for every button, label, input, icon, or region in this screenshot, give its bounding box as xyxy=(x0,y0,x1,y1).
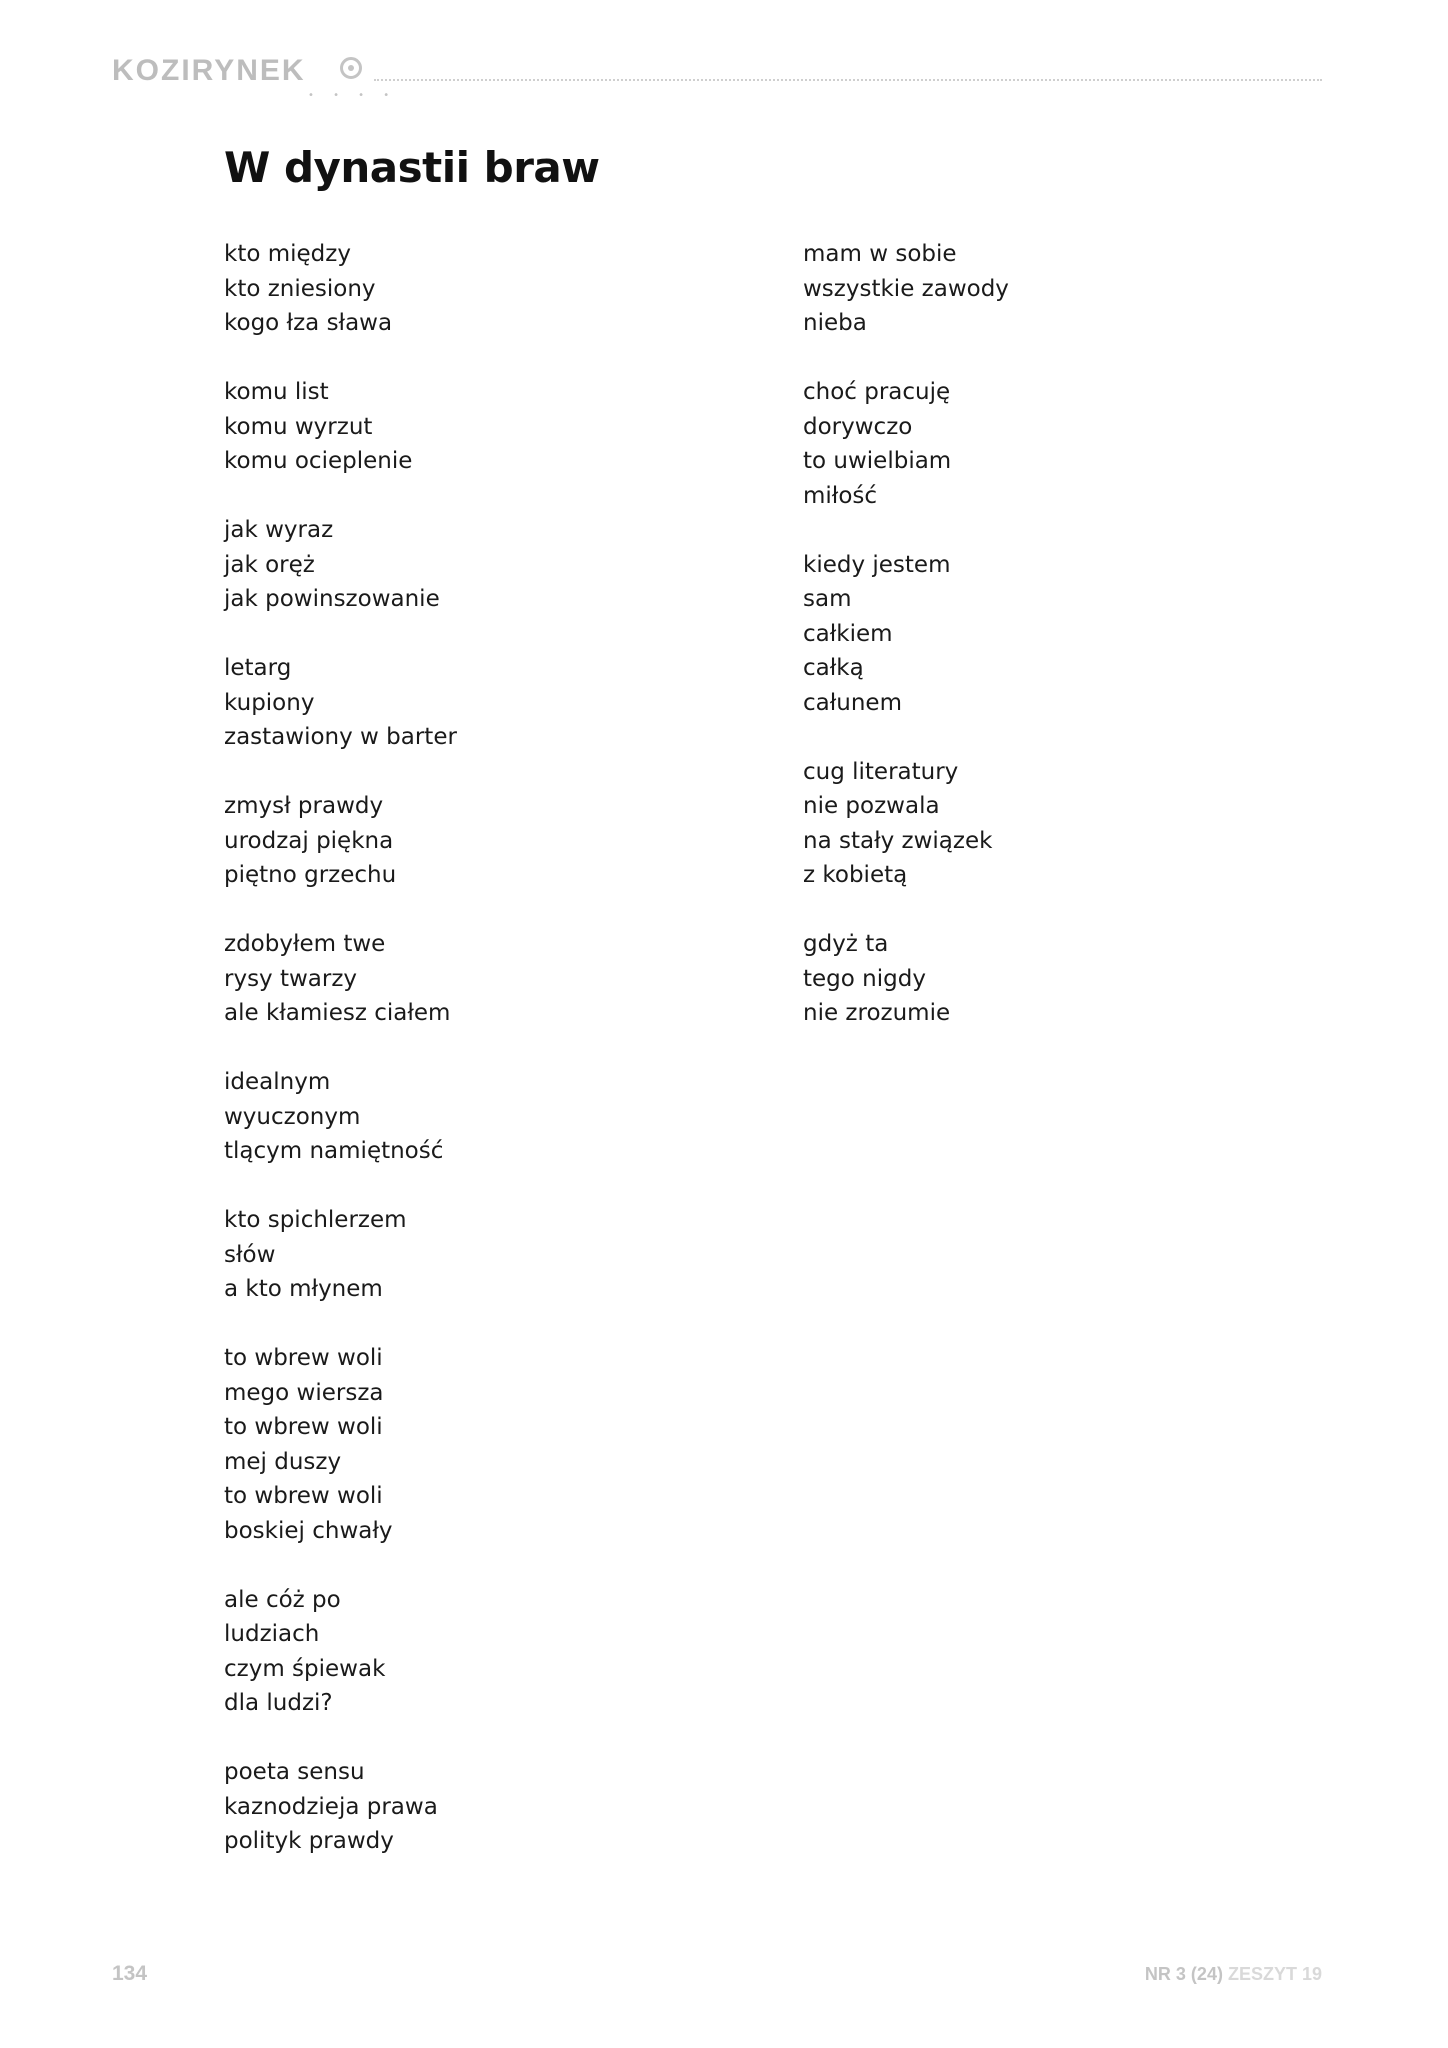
poem-line: jak wyraz xyxy=(224,517,334,543)
poem-line: to uwielbiam xyxy=(803,448,952,474)
page-header xyxy=(112,52,1322,102)
poem-line: poeta sensu xyxy=(224,1759,365,1785)
poem-line: wszystkie zawody xyxy=(803,275,1009,302)
poem-line: komu wyrzut xyxy=(224,413,373,440)
stanza xyxy=(803,237,1303,341)
stanza xyxy=(224,1341,764,1548)
issue-info xyxy=(1145,1964,1322,1985)
stanza xyxy=(803,548,1303,721)
poem-right-column xyxy=(803,237,1303,1065)
volume-number: ZESZYT 19 xyxy=(1227,1964,1322,1984)
poem-line: piętno grzechu xyxy=(224,862,397,888)
poem-line: sam xyxy=(803,586,852,612)
poem-line: nieba xyxy=(803,310,867,336)
stanza xyxy=(224,789,764,893)
poem-line: to wbrew woli xyxy=(224,1483,383,1509)
stanza xyxy=(224,1203,764,1307)
poem-line: dorywczo xyxy=(803,413,913,440)
poem-line: na stały związek xyxy=(803,827,993,854)
poem-line: całunem xyxy=(803,689,902,716)
poem-line: kogo łza sława xyxy=(224,310,393,336)
poem-line: boskiej chwały xyxy=(224,1517,393,1544)
poem-line: słów xyxy=(224,1241,276,1268)
poem-line: komu list xyxy=(224,379,329,405)
logo-subtext: • • • • xyxy=(308,90,398,101)
poem-line: całką xyxy=(803,655,864,681)
stanza xyxy=(224,237,764,341)
poem-title: W dynastii braw xyxy=(224,143,600,192)
poem-line: mam w sobie xyxy=(803,241,957,267)
poem-left-column xyxy=(224,237,764,1893)
stanza xyxy=(224,1583,764,1721)
poem-line: ale kłamiesz ciałem xyxy=(224,1000,451,1026)
poem-line: mego wiersza xyxy=(224,1379,384,1406)
poem-line: kto spichlerzem xyxy=(224,1207,407,1233)
stanza xyxy=(224,375,764,479)
poem-line: czym śpiewak xyxy=(224,1655,386,1682)
poem-line: mej duszy xyxy=(224,1448,342,1475)
stanza xyxy=(224,1755,764,1859)
poem-line: rysy twarzy xyxy=(224,965,358,992)
stanza xyxy=(803,927,1303,1031)
poem-line: jak oręż xyxy=(224,551,315,578)
issue-number: NR 3 (24) xyxy=(1144,1964,1223,1984)
stanza xyxy=(803,375,1303,513)
poem-line: cug literatury xyxy=(803,758,959,785)
poem-line: komu ocieplenie xyxy=(224,448,413,474)
poem-line: urodzaj piękna xyxy=(224,827,394,854)
poem-line: jak powinszowanie xyxy=(224,586,440,612)
poem-line: miłość xyxy=(803,482,878,509)
poem-line: całkiem xyxy=(803,620,893,647)
stanza xyxy=(803,755,1303,893)
poem-line: kaznodzieja prawa xyxy=(224,1793,438,1820)
poem-line: choć pracuję xyxy=(803,379,951,405)
magazine-logo: KOZIRYNEK xyxy=(112,54,306,87)
poem-line: a kto młynem xyxy=(224,1276,383,1302)
poem-line: wyuczonym xyxy=(224,1103,361,1130)
poem-line: kiedy jestem xyxy=(803,551,951,578)
page-number: 134 xyxy=(112,1962,148,1985)
poem-line: kupiony xyxy=(224,689,315,716)
stanza xyxy=(224,1065,764,1169)
poem-line: zmysł prawdy xyxy=(224,793,384,819)
poem-line: ale cóż po xyxy=(224,1586,341,1613)
stanza xyxy=(224,651,764,755)
poem-line: letarg xyxy=(224,655,292,681)
poem-line: nie pozwala xyxy=(803,793,940,819)
poem-line: idealnym xyxy=(224,1069,331,1095)
poem-line: kto zniesiony xyxy=(224,275,376,302)
poem-line: ludziach xyxy=(224,1621,320,1647)
stanza xyxy=(224,513,764,617)
poem-line: to wbrew woli xyxy=(224,1345,383,1371)
poem-line: zastawiony w barter xyxy=(224,724,457,750)
poem-line: dla ludzi? xyxy=(224,1690,333,1716)
poem-line: z kobietą xyxy=(803,862,908,888)
poem-line: tlącym namiętność xyxy=(224,1138,444,1164)
poem-line: tego nigdy xyxy=(803,965,926,992)
poem-line: polityk prawdy xyxy=(224,1828,394,1854)
poem-line: zdobyłem twe xyxy=(224,931,386,957)
poem-line: to wbrew woli xyxy=(224,1414,383,1440)
logo-emblem-icon xyxy=(340,57,362,79)
poem-line: gdyż ta xyxy=(803,931,889,957)
stanza xyxy=(224,927,764,1031)
header-dotted-rule xyxy=(374,79,1322,81)
poem-line: kto między xyxy=(224,241,351,267)
poem-line: nie zrozumie xyxy=(803,1000,951,1026)
